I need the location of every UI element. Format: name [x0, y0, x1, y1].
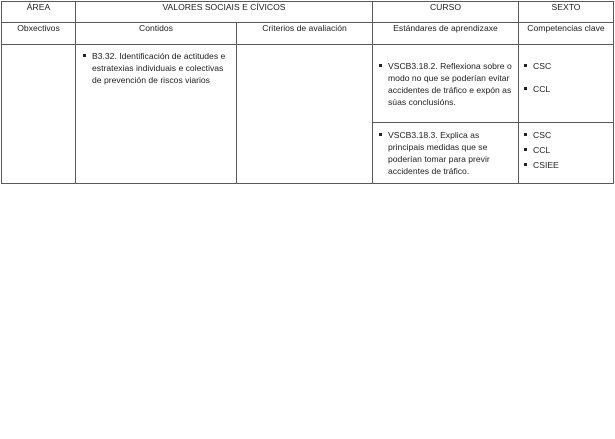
- col-criterios-label: Criterios de avaliación: [262, 23, 347, 33]
- obxectivos-cell: [2, 45, 76, 184]
- competencias-cell-2: [519, 122, 614, 183]
- col-contidos: [76, 23, 237, 45]
- competencias-list-1: [519, 45, 613, 95]
- competencia-item: CCL: [533, 144, 613, 156]
- col-obxectivos: [2, 23, 76, 45]
- contidos-cell: [76, 45, 237, 184]
- criterios-cell: [237, 45, 373, 184]
- competencias-cell-1: [519, 45, 614, 123]
- standard-cell-1: [373, 45, 519, 123]
- col-competencias: [519, 23, 614, 45]
- standard-cell-2: [373, 122, 519, 183]
- contidos-list: [92, 50, 232, 86]
- col-estandares: [373, 23, 519, 45]
- curso-value: SEXTO: [551, 2, 581, 12]
- column-header-row: [2, 23, 614, 45]
- col-obxectivos-label: Obxectivos: [17, 23, 60, 33]
- curso-value-cell: [519, 2, 614, 23]
- header-row: [2, 2, 614, 23]
- col-estandares-label: Estándares de aprendizaxe: [393, 23, 498, 33]
- area-label-cell: [2, 2, 76, 23]
- competencia-item: CCL: [533, 83, 613, 95]
- curso-label: CURSO: [429, 2, 462, 12]
- standard-list-1: [373, 45, 518, 108]
- competencia-item: CSC: [533, 60, 613, 72]
- area-value-cell: [76, 2, 373, 23]
- contido-item: B3.32. Identificación de actitudes e estratexias individuais e colectivas de prevención de riscos viarios: [92, 50, 232, 86]
- competencia-item: CSIEE: [533, 159, 613, 171]
- content-row-1: [2, 45, 614, 123]
- standard-list-2: [373, 123, 518, 177]
- col-competencias-label: Competencias clave: [527, 23, 605, 33]
- col-contidos-label: Contidos: [139, 23, 173, 33]
- competencias-list-2: [519, 123, 613, 171]
- curso-label-cell: [373, 2, 519, 23]
- competencia-item: CSC: [533, 129, 613, 141]
- standard-item-2: VSCB3.18.3. Explica as principais medidas que se poderían tomar para previr accidentes de tráfico.: [388, 129, 514, 177]
- area-value: VALORES SOCIAIS E CÍVICOS: [162, 2, 286, 12]
- area-label: ÁREA: [26, 2, 51, 12]
- col-criterios: [237, 23, 373, 45]
- standard-item-1: VSCB3.18.2. Reflexiona sobre o modo no que se poderían evitar accidentes de tráfico e expón as súas conclusións.: [388, 60, 514, 108]
- curriculum-table: [1, 1, 614, 184]
